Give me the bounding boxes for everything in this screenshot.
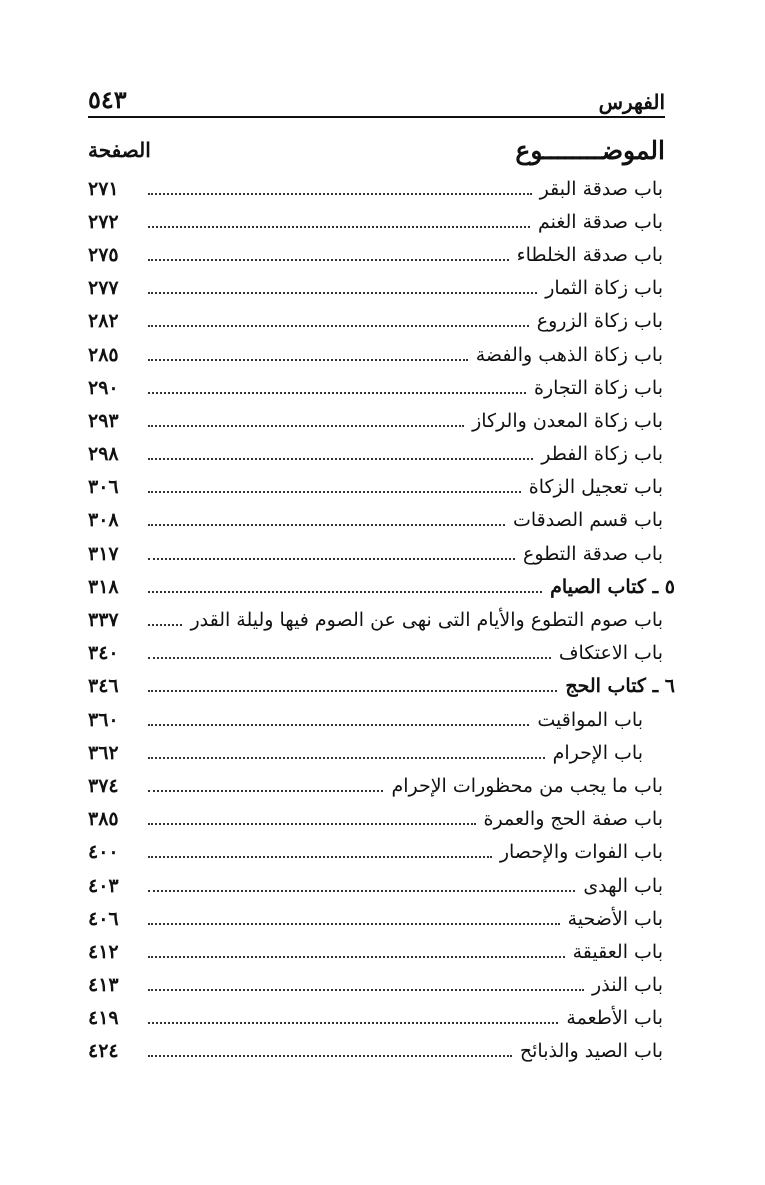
column-headings bbox=[88, 130, 665, 170]
dot-leader bbox=[148, 226, 530, 228]
toc-page-number: ٣٦٢ bbox=[88, 741, 119, 764]
toc-page-number: ٢٨٥ bbox=[88, 343, 119, 366]
dot-leader bbox=[148, 757, 545, 759]
toc-entry bbox=[88, 637, 663, 670]
toc-page-number: ٣٤٦ bbox=[88, 675, 119, 698]
toc-page-number: ٣٣٧ bbox=[88, 609, 119, 632]
toc-entry bbox=[88, 238, 663, 271]
toc-entry-title: باب قسم الصدقات bbox=[513, 509, 663, 532]
dot-leader bbox=[148, 724, 529, 726]
dot-leader bbox=[148, 923, 560, 925]
dot-leader bbox=[148, 989, 584, 991]
dot-leader bbox=[148, 458, 533, 460]
toc-page-number: ٤١٢ bbox=[88, 940, 119, 963]
toc-page-number: ٢٧١ bbox=[88, 177, 119, 200]
toc-entry-title: باب زكاة الزروع bbox=[536, 310, 663, 333]
toc-entry-title: باب النذر bbox=[592, 974, 663, 997]
column-heading-page: الصفحة bbox=[88, 138, 151, 162]
toc-entry bbox=[88, 703, 663, 736]
toc-entry-title: باب الهدى bbox=[583, 874, 663, 897]
toc-entry-title: باب الاعتكاف bbox=[558, 642, 663, 665]
toc-entry-title: باب المواقيت bbox=[537, 708, 643, 731]
toc-entry bbox=[88, 471, 663, 504]
page-number: ٥٤٣ bbox=[88, 85, 127, 114]
header-rule bbox=[88, 116, 665, 118]
toc-page-number: ٣٨٥ bbox=[88, 808, 119, 831]
toc-entry-title: باب الأطعمة bbox=[566, 1007, 663, 1030]
toc-entry-title: باب صوم التطوع والأيام التى نهى عن الصوم فيها وليلة القدر bbox=[190, 609, 663, 632]
dot-leader bbox=[148, 392, 526, 394]
toc-entry bbox=[88, 537, 663, 570]
toc-entry-title: باب العقيقة bbox=[572, 940, 663, 963]
toc-page-number: ٣١٧ bbox=[88, 542, 119, 565]
toc-entry-title: باب زكاة الذهب والفضة bbox=[475, 343, 663, 366]
toc-entry-title: باب صدقة البقر bbox=[539, 177, 663, 200]
toc-entry bbox=[88, 836, 663, 869]
toc-page-number: ٣١٨ bbox=[88, 575, 119, 598]
toc-entry-title: باب زكاة التجارة bbox=[534, 376, 663, 399]
dot-leader bbox=[148, 325, 529, 327]
toc-entry-title: باب زكاة الفطر bbox=[541, 443, 663, 466]
toc-entry-title: باب ما يجب من محظورات الإحرام bbox=[391, 774, 663, 797]
dot-leader bbox=[148, 292, 537, 294]
table-of-contents bbox=[88, 172, 675, 1068]
toc-page-number: ٢٧٥ bbox=[88, 243, 119, 266]
toc-chapter-title: ٦ ـ كتاب الحج bbox=[565, 675, 675, 698]
toc-page-number: ٢٨٢ bbox=[88, 310, 119, 333]
toc-entry bbox=[88, 935, 663, 968]
toc-page-number: ٣٤٠ bbox=[88, 642, 119, 665]
toc-entry bbox=[88, 338, 663, 371]
toc-entry bbox=[88, 1002, 663, 1035]
toc-page-number: ٤٢٤ bbox=[88, 1040, 119, 1063]
toc-entry bbox=[88, 969, 663, 1002]
toc-page-number: ٢٩٣ bbox=[88, 409, 119, 432]
toc-entry-title: باب زكاة المعدن والركاز bbox=[472, 409, 663, 432]
toc-page-number: ٣٠٦ bbox=[88, 476, 119, 499]
toc-entry bbox=[88, 371, 663, 404]
toc-page-number: ٢٧٧ bbox=[88, 277, 119, 300]
toc-page-number: ٢٧٢ bbox=[88, 210, 119, 233]
dot-leader bbox=[148, 856, 492, 858]
dot-leader bbox=[148, 823, 476, 825]
dot-leader bbox=[148, 890, 575, 892]
toc-entry bbox=[88, 603, 663, 636]
toc-entry bbox=[88, 869, 663, 902]
toc-entry bbox=[88, 305, 663, 338]
toc-page-number: ٤٠٣ bbox=[88, 874, 119, 897]
dot-leader bbox=[148, 491, 521, 493]
toc-chapter-title: ٥ ـ كتاب الصيام bbox=[550, 575, 675, 598]
toc-page-number: ٤٠٦ bbox=[88, 907, 119, 930]
toc-page-number: ٤٠٠ bbox=[88, 841, 119, 864]
dot-leader bbox=[148, 193, 532, 195]
toc-page-number: ٤١٩ bbox=[88, 1007, 119, 1030]
toc-entry-title: باب صدقة التطوع bbox=[523, 542, 663, 565]
dot-leader bbox=[148, 359, 468, 361]
toc-entry-title: باب الأضحية bbox=[567, 907, 663, 930]
dot-leader bbox=[148, 558, 515, 560]
toc-entry bbox=[88, 736, 663, 769]
toc-entry-title: باب صفة الحج والعمرة bbox=[483, 808, 663, 831]
toc-page-number: ٤١٣ bbox=[88, 974, 119, 997]
toc-entry bbox=[88, 438, 663, 471]
dot-leader bbox=[148, 524, 505, 526]
toc-page-number: ٣٦٠ bbox=[88, 708, 119, 731]
toc-page-number: ٣٧٤ bbox=[88, 774, 119, 797]
dot-leader bbox=[148, 657, 551, 659]
toc-entry bbox=[88, 670, 675, 703]
dot-leader bbox=[148, 790, 383, 792]
toc-entry bbox=[88, 570, 675, 603]
toc-entry bbox=[88, 272, 663, 305]
dot-leader bbox=[148, 591, 542, 593]
toc-entry-title: باب صدقة الخلطاء bbox=[516, 243, 663, 266]
toc-page-number: ٣٠٨ bbox=[88, 509, 119, 532]
toc-entry bbox=[88, 769, 663, 802]
toc-page-number: ٢٩٨ bbox=[88, 443, 119, 466]
toc-entry bbox=[88, 1035, 663, 1068]
toc-entry-title: باب الصيد والذبائح bbox=[519, 1040, 663, 1063]
dot-leader bbox=[148, 1022, 558, 1024]
toc-entry-title: باب صدقة الغنم bbox=[537, 210, 663, 233]
toc-entry bbox=[88, 205, 663, 238]
toc-page-number: ٢٩٠ bbox=[88, 376, 119, 399]
dot-leader bbox=[148, 1055, 512, 1057]
toc-entry bbox=[88, 803, 663, 836]
toc-entry bbox=[88, 504, 663, 537]
toc-entry-title: باب الفوات والإحصار bbox=[499, 841, 663, 864]
column-heading-topic: الموضــــــــوع bbox=[515, 135, 665, 165]
dot-leader bbox=[148, 690, 557, 692]
running-title: الفهرس bbox=[598, 90, 665, 114]
toc-entry-title: باب تعجيل الزكاة bbox=[528, 476, 663, 499]
dot-leader bbox=[148, 624, 182, 626]
toc-entry bbox=[88, 404, 663, 437]
dot-leader bbox=[148, 956, 565, 958]
toc-entry bbox=[88, 902, 663, 935]
running-header bbox=[88, 84, 665, 114]
dot-leader bbox=[148, 259, 509, 261]
toc-entry-title: باب زكاة الثمار bbox=[545, 277, 663, 300]
toc-entry bbox=[88, 172, 663, 205]
dot-leader bbox=[148, 425, 464, 427]
toc-entry-title: باب الإحرام bbox=[552, 741, 643, 764]
